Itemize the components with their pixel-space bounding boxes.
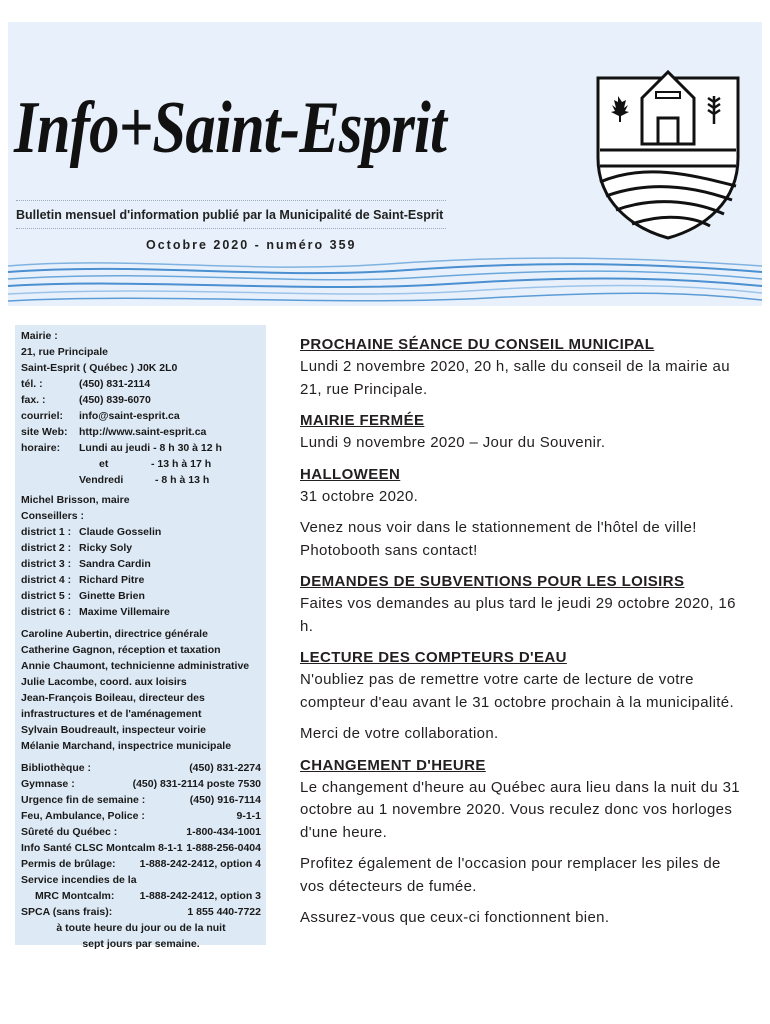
hours-label: et — [99, 458, 109, 470]
fax-number: (450) 839-6070 — [79, 394, 151, 406]
list-item — [21, 524, 261, 540]
section-text: 31 octobre 2020. — [300, 487, 419, 505]
service-phone: 1-800-434-1001 — [186, 826, 261, 838]
email-link[interactable]: info@saint-esprit.ca — [79, 410, 180, 422]
list-item — [21, 556, 261, 572]
section-text: Profitez également de l'occasion pour remplacer les piles de vos détecteurs de fumée. — [300, 855, 721, 895]
section-text: N'oubliez pas de remettre votre carte de lecture de votre compteur d'eau avant le 31 octobre prochain à la municipalité. — [300, 671, 734, 711]
list-item — [21, 572, 261, 588]
district-label: district 2 : — [21, 542, 72, 554]
wave-decoration — [8, 252, 762, 308]
contact-label: tél. : — [21, 378, 43, 390]
list-item — [21, 588, 261, 604]
contact-row — [21, 408, 261, 424]
contact-label: fax. : — [21, 394, 46, 406]
issue-number: Octobre 2020 - numéro 359 — [146, 238, 357, 252]
service-row — [21, 792, 261, 808]
list-item: Annie Chaumont, technicienne administrative — [21, 660, 250, 672]
service-row — [21, 776, 261, 792]
contact-row — [21, 392, 261, 408]
section-text: Lundi 9 novembre 2020 – Jour du Souvenir. — [300, 434, 606, 451]
list-item — [21, 540, 261, 556]
section-council-meeting — [300, 334, 748, 401]
service-phone: 9-1-1 — [236, 810, 261, 822]
district-label: district 6 : — [21, 606, 72, 618]
service-phone: (450) 916-7114 — [189, 794, 261, 806]
address-line: Saint-Esprit ( Québec ) J0K 2L0 — [21, 362, 178, 374]
hours-row — [21, 456, 261, 472]
section-closed — [300, 410, 748, 455]
hours-value: - 13 h à 17 h — [151, 458, 212, 470]
section-grants — [300, 571, 748, 638]
section-text: Faites vos demandes au plus tard le jeudi 29 octobre 2020, 16 h. — [300, 595, 736, 635]
phone-number: (450) 831-2114 — [79, 378, 151, 390]
service-phone: (450) 831-2274 — [189, 762, 261, 774]
staff-list — [21, 626, 261, 754]
hours-value: - 8 h à 13 h — [155, 474, 210, 486]
service-row — [21, 904, 261, 920]
section-text: Lundi 2 novembre 2020, 20 h, salle du conseil de la mairie au 21, rue Principale. — [300, 358, 730, 398]
service-row — [21, 808, 261, 824]
service-label: Gymnase : — [21, 778, 75, 790]
news-column — [300, 334, 748, 930]
district-label: district 1 : — [21, 526, 72, 538]
section-time-change — [300, 755, 748, 930]
service-row — [21, 856, 261, 872]
councillor-name: Ginette Brien — [79, 590, 145, 602]
list-item: Catherine Gagnon, réception et taxation — [21, 644, 221, 656]
website-link[interactable]: http://www.saint-esprit.ca — [79, 426, 207, 438]
section-text: Venez nous voir dans le stationnement de l'hôtel de ville! Photobooth sans contact! — [300, 519, 697, 559]
mayor-name: Michel Brisson, maire — [21, 494, 130, 506]
section-text: Le changement d'heure au Québec aura lieu dans la nuit du 31 octobre au 1 novembre 2020. Vous reculez donc vos horloges d'une heure. — [300, 778, 741, 841]
service-phone: 1-888-242-2412, option 3 — [139, 890, 261, 902]
address-line: 21, rue Principale — [21, 346, 108, 358]
masthead-subtitle: Bulletin mensuel d'information publié par la Municipalité de Saint-Esprit — [16, 208, 444, 222]
availability-note: à toute heure du jour ou de la nuit — [56, 922, 226, 934]
district-label: district 3 : — [21, 558, 72, 570]
service-phone: 1-888-256-0404 — [186, 842, 261, 854]
hours-row — [21, 472, 261, 488]
municipal-crest-logo — [586, 66, 750, 240]
service-label: Info Santé CLSC Montcalm 8-1-1 — [21, 842, 183, 854]
hours-value: Lundi au jeudi - 8 h 30 à 12 h — [79, 442, 222, 454]
service-label: Service incendies de la — [21, 874, 137, 886]
section-halloween — [300, 464, 748, 563]
service-row — [21, 840, 261, 856]
service-label: MRC Montcalm: — [35, 890, 115, 902]
service-row — [21, 824, 261, 840]
service-label: Urgence fin de semaine : — [21, 794, 146, 806]
masthead-divider — [16, 200, 446, 201]
list-item: Jean-François Boileau, directeur des — [21, 692, 205, 704]
list-item: Sylvain Boudreault, inspecteur voirie — [21, 724, 206, 736]
section-heading: MAIRIE FERMÉE — [300, 412, 425, 429]
councillor-name: Ricky Soly — [79, 542, 133, 554]
section-heading: HALLOWEEN — [300, 465, 401, 483]
service-label: Sûreté du Québec : — [21, 826, 118, 838]
availability-note: sept jours par semaine. — [82, 938, 200, 950]
section-text: Assurez-vous que ceux-ci fonctionnent bien. — [300, 909, 610, 926]
service-row — [21, 760, 261, 776]
section-heading: PROCHAINE SÉANCE DU CONSEIL MUNICIPAL — [300, 336, 655, 353]
list-item: Julie Lacombe, coord. aux loisirs — [21, 676, 187, 688]
councillors-label: Conseillers : — [21, 510, 85, 522]
section-heading: LECTURE DES COMPTEURS D'EAU — [300, 649, 567, 666]
service-phone: 1 855 440-7722 — [187, 906, 261, 918]
contact-label: horaire: — [21, 442, 61, 454]
councillor-name: Maxime Villemaire — [79, 606, 170, 618]
masthead-title: Info+Saint-Esprit — [14, 87, 447, 169]
list-item: infrastructures et de l'aménagement — [21, 708, 202, 720]
contact-row — [21, 424, 261, 440]
section-text: Merci de votre collaboration. — [300, 725, 499, 742]
section-water-meters — [300, 647, 748, 746]
contact-label: courriel: — [21, 410, 64, 422]
service-label: SPCA (sans frais): — [21, 906, 113, 918]
list-item: Caroline Aubertin, directrice générale — [21, 628, 208, 640]
contact-label: site Web: — [21, 426, 68, 438]
service-label: Bibliothèque : — [21, 762, 91, 774]
service-label: Feu, Ambulance, Police : — [21, 810, 145, 822]
mairie-label: Mairie : — [21, 330, 58, 342]
service-row — [21, 888, 261, 904]
contact-sidebar — [15, 325, 266, 950]
district-label: district 5 : — [21, 590, 72, 602]
services-list — [21, 760, 261, 952]
section-heading: DEMANDES DE SUBVENTIONS POUR LES LOISIRS — [300, 573, 685, 590]
district-label: district 4 : — [21, 574, 72, 586]
section-heading: CHANGEMENT D'HEURE — [300, 756, 486, 774]
contact-row — [21, 440, 261, 456]
councillor-name: Claude Gosselin — [79, 526, 162, 538]
district-list — [21, 524, 261, 620]
councillor-name: Sandra Cardin — [79, 558, 151, 570]
service-phone: (450) 831-2114 poste 7530 — [132, 778, 261, 790]
service-label: Permis de brûlage: — [21, 858, 116, 870]
masthead-divider — [16, 228, 446, 229]
councillor-name: Richard Pitre — [79, 574, 145, 586]
list-item — [21, 604, 261, 620]
contact-row — [21, 376, 261, 392]
hours-label: Vendredi — [79, 474, 124, 486]
service-phone: 1-888-242-2412, option 4 — [139, 858, 261, 870]
list-item: Mélanie Marchand, inspectrice municipale — [21, 740, 232, 752]
